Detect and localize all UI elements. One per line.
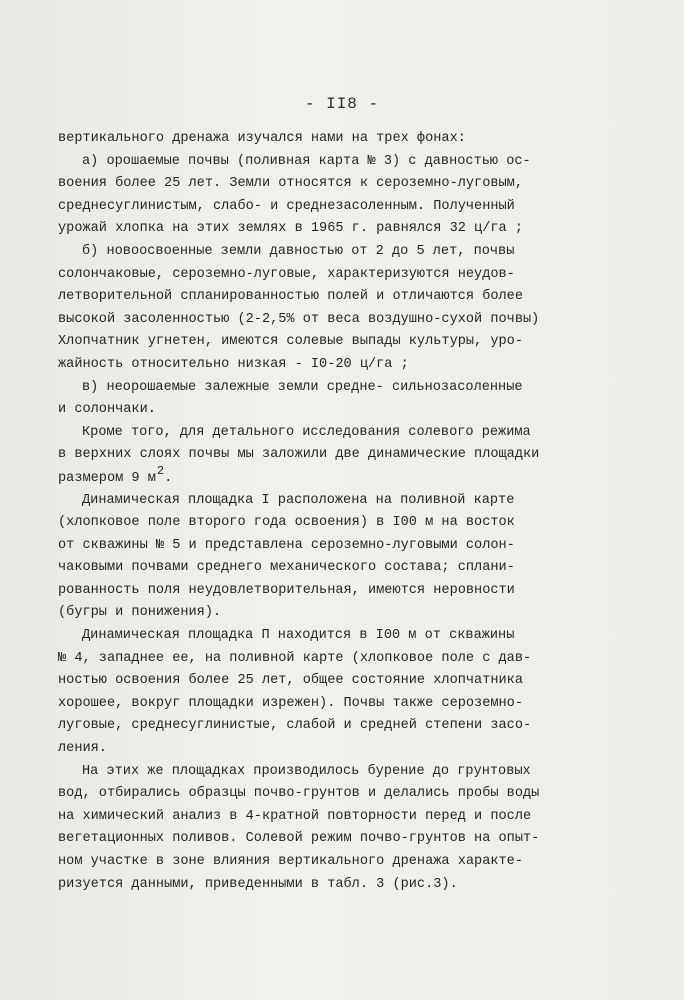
text-line: ностью освоения более 25 лет, общее состояние хлопчатника [58,673,523,689]
text-line: и солончаки. [58,402,156,418]
body-text [58,128,658,896]
text-line: жайность относительно низкая - I0-20 ц/га ; [58,356,409,372]
text-line: (бугры и понижения). [58,605,222,621]
text-line: ризуется данными, приведенными в табл. 3 (рис.3). [58,876,458,892]
text-line: от скважины № 5 и представлена сероземно-луговыми солон- [58,537,515,553]
text-line: высокой засоленностью (2-2,5% от веса воздушно-сухой почвы) [58,311,540,327]
text-line: Кроме того, для детального исследования солевого режима [82,424,531,440]
page-number: - II8 - [304,95,380,113]
text-line: солончаковые, сероземно-луговые, характеризуются неудов- [58,266,515,282]
text-line-with-superscript [58,463,658,490]
text-line: рованность поля неудовлетворительная, имеются неровности [58,582,515,598]
text-line: Динамическая площадка П находится в I00 м от скважины [82,628,515,644]
text-line: а) орошаемые почвы (поливная карта № 3) с давностью ос- [82,153,531,169]
text-line: луговые, среднесуглинистые, слабой и средней степени засо- [58,718,532,734]
text-line: чаковыми почвами среднего механического состава; сплани- [58,560,515,576]
text-line: хорошее, вокруг площадки изрежен). Почвы также сероземно- [58,695,523,711]
text-line: урожай хлопка на этих землях в 1965 г. равнялся 32 ц/га ; [58,221,523,237]
period: . [164,470,173,486]
text-line: вод, отбирались образцы почво-грунтов и делались пробы воды [58,786,540,802]
text-line: среднесуглинистым, слабо- и среднезасоленным. Полученный [58,198,515,214]
text-line: № 4, западнее ее, на поливной карте (хлопковое поле с дав- [58,650,532,666]
text-line: Хлопчатник угнетен, имеются солевые выпады культуры, уро- [58,334,523,350]
text-line: воения более 25 лет. Земли относятся к сероземно-луговым, [58,176,523,192]
text-line: летворительной спланированностью полей и отличаются более [58,289,523,305]
text-segment: размером 9 м [58,470,156,486]
text-line: На этих же площадках производилось бурение до грунтовых [82,763,531,779]
text-line: вегетационных поливов. Солевой режим почво-грунтов на опыт- [58,831,540,847]
text-line: ном участке в зоне влияния вертикального дренажа характе- [58,854,523,869]
text-line: ления. [58,741,107,757]
text-line: в верхних слоях почвы мы заложили две динамические площадки [58,447,540,463]
text-line: вертикального дренажа изучался нами на трех фонах: [58,131,466,146]
text-line: на химический анализ в 4-кратной повторности перед и после [58,808,532,824]
text-line: (хлопковое поле второго года освоения) в I00 м на восток [58,515,515,531]
superscript: 2 [156,463,165,478]
text-line: в) неорошаемые залежные земли средне- сильнозасоленные [82,379,523,395]
text-line: б) новоосвоенные земли давностью от 2 до 5 лет, почвы [82,243,515,259]
text-line: Динамическая площадка I расположена на поливной карте [82,492,515,508]
